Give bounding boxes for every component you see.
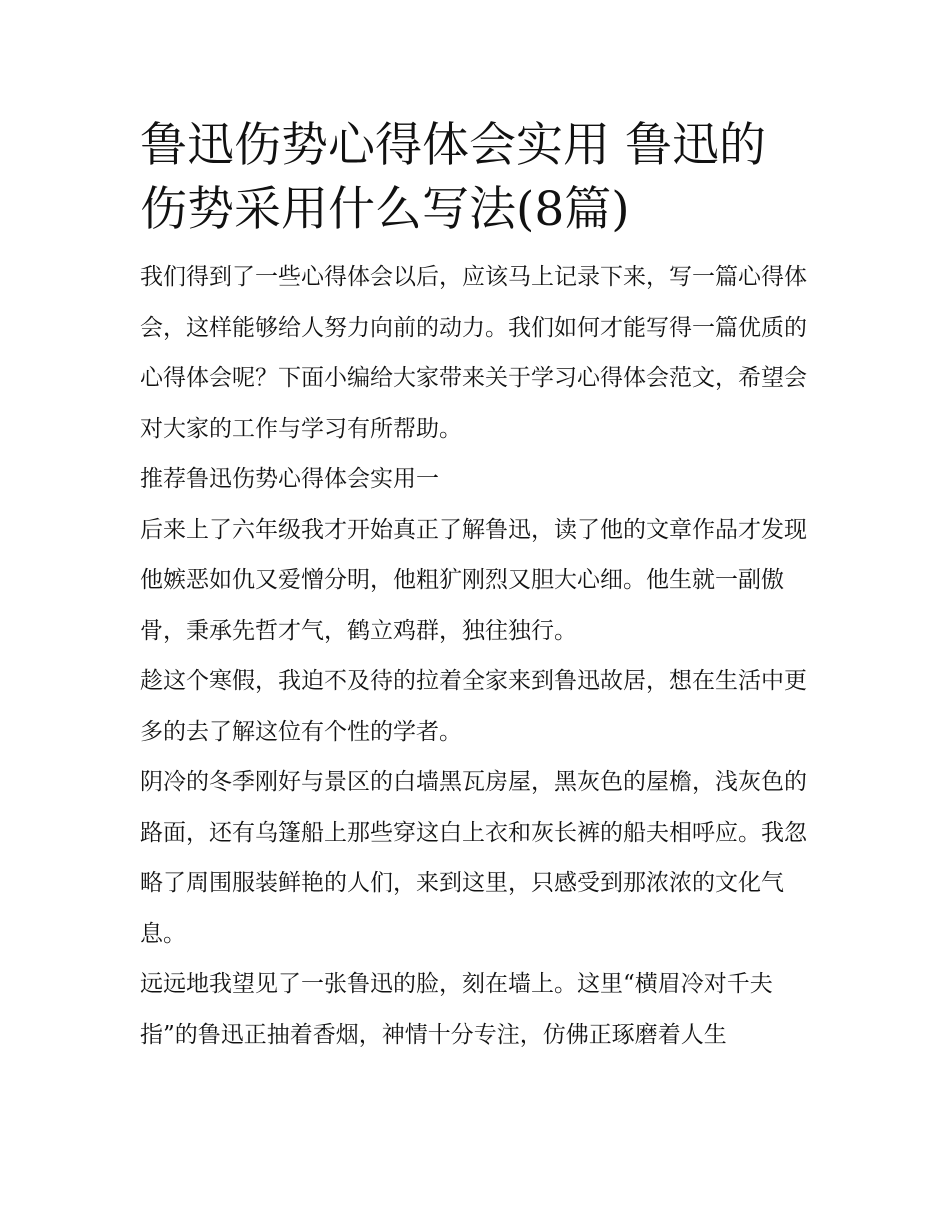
paragraph-body: 后来上了六年级我才开始真正了解鲁迅，读了他的文章作品才发现他嫉恶如仇又爱憎分明，他粗犷刚烈又胆大心细。他生就一副傲骨，秉承先哲才气，鹤立鸡群，独往独行。 [140,516,807,644]
paragraph-body: 阴冷的冬季刚好与景区的白墙黑瓦房屋，黑灰色的屋檐，浅灰色的路面，还有乌篷船上那些穿这白上衣和灰长裤的船夫相呼应。我忽略了周围服装鲜艳的人们，来到这里，只感受到那浓浓的文化气息。 [140,769,807,947]
paragraph-body: 趁这个寒假，我迫不及待的拉着全家来到鲁迅故居，想在生活中更多的去了解这位有个性的学者。 [140,668,807,745]
paragraph-body: 远远地我望见了一张鲁迅的脸，刻在墙上。这里“横眉冷对千夫指”的鲁迅正抽着香烟，神情十分专注，仿佛正琢磨着人生 [140,971,773,1048]
paragraph-section-heading: 推荐鲁迅伤势心得体会实用一 [140,466,439,492]
document-body [140,114,812,1060]
document-title: 鲁迅伤势心得体会实用 鲁迅的伤势采用什么写法(8篇) [140,118,766,237]
paragraph-intro: 我们得到了一些心得体会以后，应该马上记录下来，写一篇心得体会，这样能够给人努力向前的动力。我们如何才能写得一篇优质的心得体会呢？下面小编给大家带来关于学习心得体会范文，希望会对大家的工作与学习有所帮助。 [140,264,807,442]
